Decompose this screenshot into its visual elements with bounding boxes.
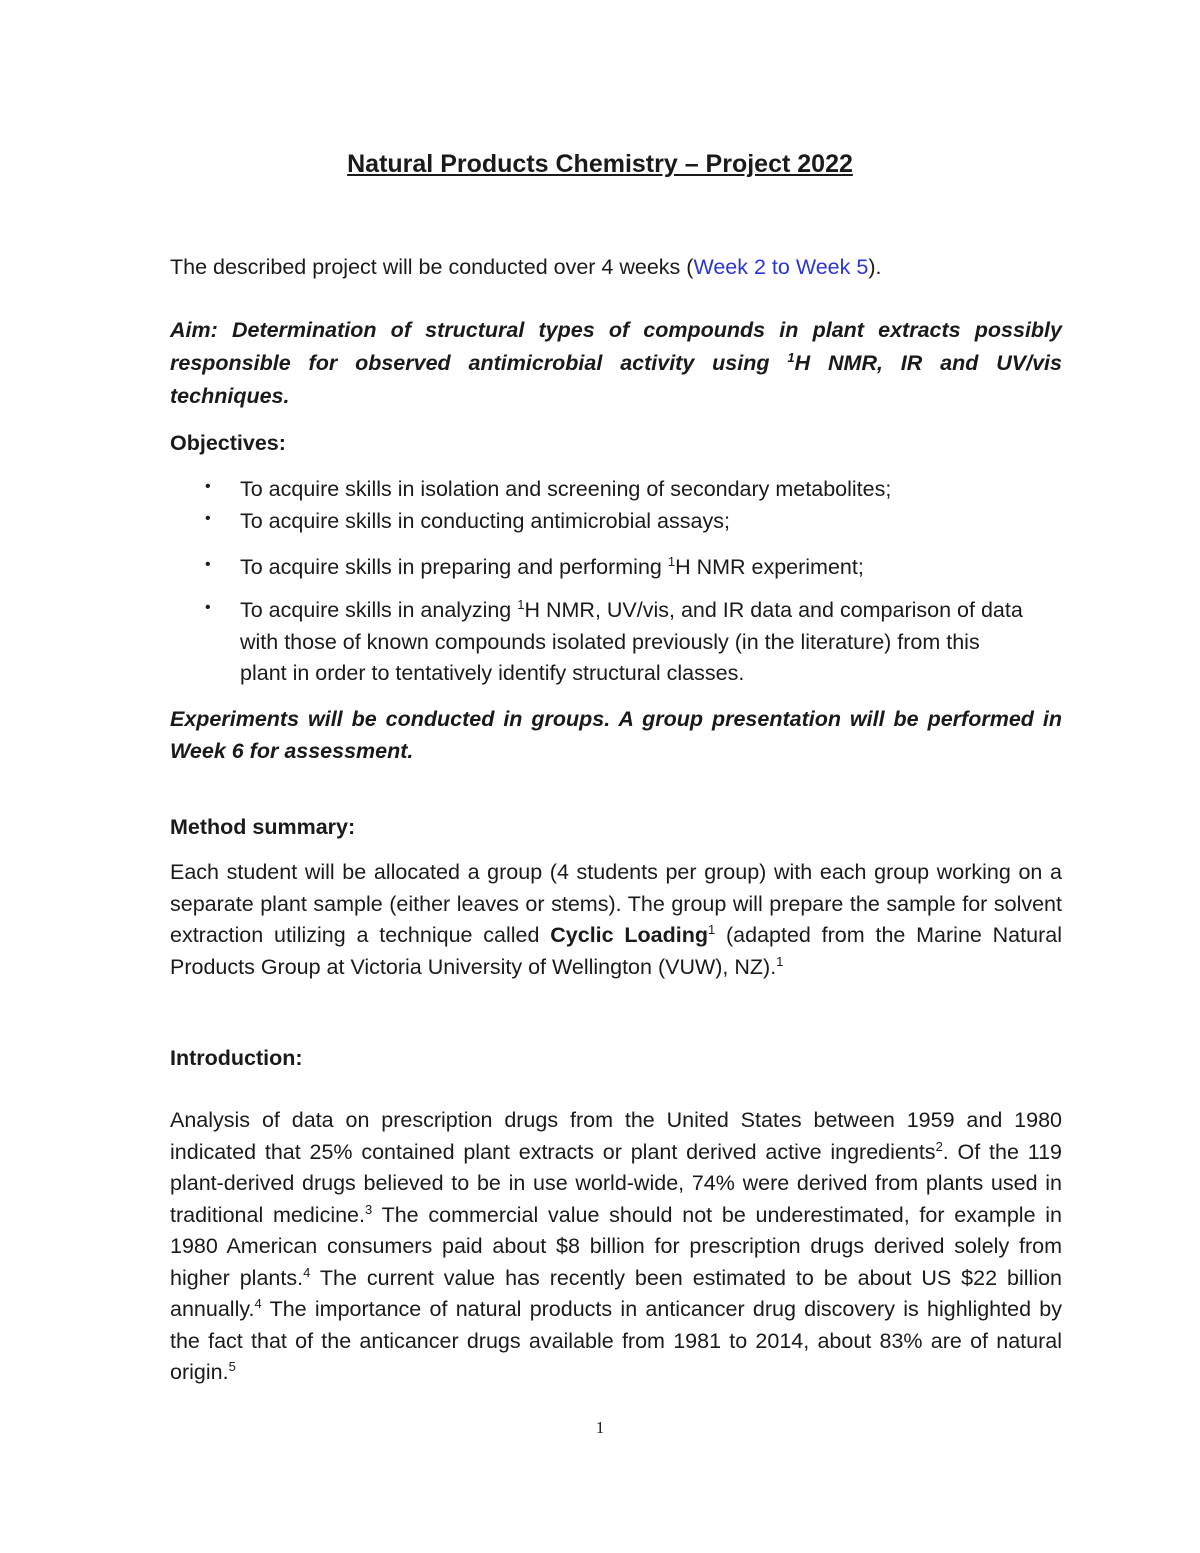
introduction-heading: Introduction: xyxy=(170,1046,303,1070)
weeks-range: Week 2 to Week 5 xyxy=(693,255,869,279)
experiments-note: Experiments will be conducted in groups. A group presentation will be performed in Week 6 for assessment. xyxy=(170,707,1062,763)
objective-item: To acquire skills in conducting antimicrobial assays; xyxy=(240,509,730,533)
aim-paragraph: Aim: Determination of structural types of compounds in plant extracts possibly responsible for observed antimicrobial activity using $^1$H NMR, IR and UV/vis techniques. xyxy=(170,318,1062,408)
introduction-paragraph: Analysis of data on prescription drugs from the United States between 1959 and 1980 indicated that 25% contained plant extracts or plant derived active ingredients$^2$. Of the 119 plant-derived drugs believed to be in use world-wide, 74% were derived from plants used in traditional medicine.$^3$ The commercial value should not be underestimated, for example in 1980 American consumers paid about $8 billion for prescription drugs derived solely from higher plants.$^4$ The current value has recently been estimated to be about US $22 billion annually.$^4$ The importance of natural products in anticancer drug discovery is highlighted by the fact that of the anticancer drugs available from 1981 to 2014, about 83% are of natural origin.$^5$ xyxy=(170,1108,1062,1384)
objective-item: To acquire skills in preparing and performing $^1$H NMR experiment; xyxy=(240,553,864,579)
document-title: Natural Products Chemistry – Project 2022 xyxy=(347,150,853,178)
bullet: • xyxy=(205,556,211,573)
bullet: • xyxy=(205,599,211,616)
bullet: • xyxy=(205,478,211,495)
project-duration-line: The described project will be conducted over 4 weeks (Week 2 to Week 5). xyxy=(170,255,882,279)
page-number: 1 xyxy=(595,1418,605,1437)
method-paragraph: Each student will be allocated a group (4 students per group) with each group working on a separate plant sample (either leaves or stems). The group will prepare the sample for solvent extraction utilizing a technique called Cyclic Loading$^1$ (adapted from the Marine Natural Products Group at Victoria University of Wellington (VUW), NZ).$^1$ xyxy=(170,860,1062,979)
objective-item: To acquire skills in isolation and screening of secondary metabolites; xyxy=(240,477,892,501)
aim-label: Aim: xyxy=(170,318,218,342)
cyclic-loading-term: Cyclic Loading xyxy=(550,923,708,947)
objective-item: To acquire skills in analyzing $^1$H NMR, UV/vis, and IR data and comparison of data with those of known compounds isolated previously (in the literature) from this plant in order to tentatively identify structural classes. xyxy=(240,596,1023,685)
method-heading: Method summary: xyxy=(170,815,356,839)
objectives-heading: Objectives: xyxy=(170,431,286,455)
bullet: • xyxy=(205,510,211,527)
